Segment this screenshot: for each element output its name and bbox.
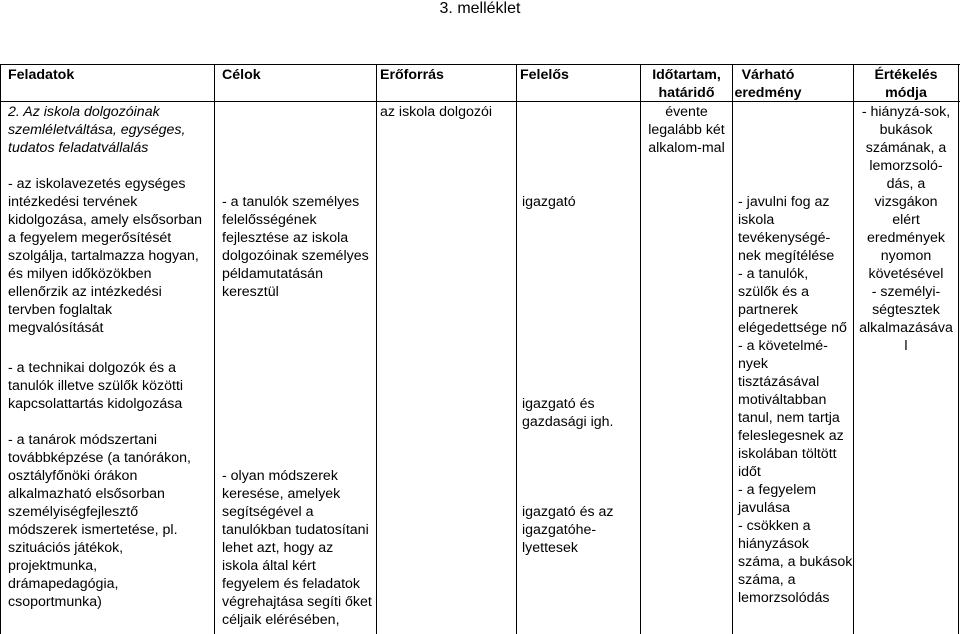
header-feladatok: Feladatok bbox=[8, 67, 75, 83]
header-celok: Célok bbox=[222, 67, 261, 83]
cel-item: - olyan módszerek keresése, amelyek segítségével a tanulókban tudatosítani lehet azt, hogy az iskola által kért fegyelem és feladatok végrehajtása segíti őket céljaik elérésében, bbox=[222, 468, 372, 628]
feladat-item: - a tanárok módszertani továbbképzése (a tanórákon, osztályfőnöki órákon alkalmazható elsősorban személyiségfejlesztő módszerek ismertetése, pl. szituációs játékok, projektmunka, drámapedagógia, csoportmunka) bbox=[8, 432, 191, 610]
header-felelos: Felelős bbox=[520, 67, 569, 83]
varhato-eredmeny-value: - javulni fog az iskola tevékenységé- nek megítélése - a tanulók, szülők és a partnerek elégedettsége nő - a követelmé- nyek tisztázásával motiváltabban tanul, nem tartja feleslegesnek az iskolában töltött időt - a fegyelem javulása - csökken a hiányzások száma, a bukások száma, a lemorzsolódás bbox=[738, 194, 853, 606]
felelos-value: igazgató bbox=[522, 194, 576, 210]
table-top-border bbox=[0, 64, 960, 65]
header-idotartam: Időtartam, határidő bbox=[652, 67, 721, 101]
felelos-value: igazgató és az igazgatóhe- lyettesek bbox=[522, 504, 614, 556]
header-varhato-eredmeny: Várható eredmény bbox=[734, 67, 802, 101]
column-divider bbox=[732, 64, 733, 634]
ertekeles-value: - hiányzá-sok, bukások számának, a lemorzsoló- dás, a vizsgákon elért eredmények nyomon követésével - személyi- ségtesztek alkalmazásáva l bbox=[859, 104, 953, 354]
felelos-value: igazgató és gazdasági igh. bbox=[522, 396, 614, 430]
feladat-item: - a technikai dolgozók és a tanulók illetve szülők közötti kapcsolattartás kidolgozása bbox=[8, 360, 184, 412]
cel-item: - a tanulók személyes felelősségének fejlesztése az iskola dolgozóinak személyes példamutatásán keresztül bbox=[222, 194, 369, 300]
header-ertekeles: Értékelés módja bbox=[874, 67, 938, 101]
header-bottom-border bbox=[0, 101, 960, 102]
column-divider bbox=[376, 64, 377, 634]
table-left-border bbox=[0, 64, 1, 634]
table-right-border bbox=[958, 64, 959, 634]
header-eroforras: Erőforrás bbox=[380, 67, 444, 83]
column-divider bbox=[516, 64, 517, 634]
eroforras-value: az iskola dolgozói bbox=[380, 104, 492, 120]
feladat-item: - az iskolavezetés egységes intézkedési tervének kidolgozása, amely elsősorban a fegyelem megerősítését szolgálja, tartalmazza hogyan, és milyen időközökben ellenőrzik az intézkedési tervben foglaltak megvalósítását bbox=[8, 176, 203, 336]
idotartam-value: évente legalább két alkalom-mal bbox=[648, 104, 725, 156]
column-divider bbox=[214, 64, 215, 634]
feladat-title: 2. Az iskola dolgozóinak szemléletváltása, egységes, tudatos feladatvállalás bbox=[8, 104, 186, 156]
page-title: 3. melléklet bbox=[439, 0, 521, 17]
